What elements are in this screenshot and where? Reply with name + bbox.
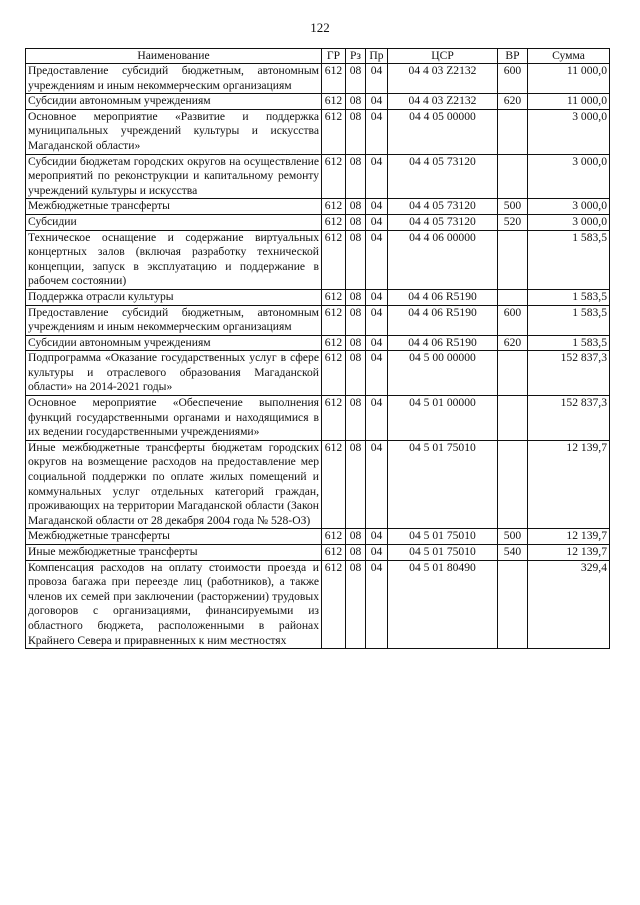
header-rz: Рз (346, 49, 366, 64)
header-gr: ГР (322, 49, 346, 64)
cell-sum: 11 000,0 (528, 64, 610, 94)
table-row (26, 305, 610, 335)
cell-vr: 620 (498, 335, 528, 351)
cell-vr: 600 (498, 305, 528, 335)
cell-pr: 04 (366, 289, 388, 305)
cell-csr: 04 4 03 Z2132 (388, 64, 498, 94)
cell-vr: 540 (498, 545, 528, 561)
table-row (26, 214, 610, 230)
table-row (26, 94, 610, 110)
cell-rz: 08 (346, 154, 366, 199)
cell-rz: 08 (346, 396, 366, 441)
page-number: 122 (310, 20, 330, 35)
cell-gr: 612 (322, 199, 346, 215)
cell-sum: 152 837,3 (528, 396, 610, 441)
cell-vr: 600 (498, 64, 528, 94)
cell-pr: 04 (366, 199, 388, 215)
cell-gr: 612 (322, 64, 346, 94)
cell-csr: 04 5 01 80490 (388, 560, 498, 649)
cell-vr: 520 (498, 214, 528, 230)
cell-csr: 04 5 00 00000 (388, 351, 498, 396)
cell-vr (498, 109, 528, 154)
cell-csr: 04 4 06 R5190 (388, 335, 498, 351)
cell-gr: 612 (322, 440, 346, 529)
cell-vr (498, 560, 528, 649)
table-row (26, 109, 610, 154)
cell-vr (498, 230, 528, 289)
table-row (26, 199, 610, 215)
cell-csr: 04 4 05 00000 (388, 109, 498, 154)
cell-pr: 04 (366, 94, 388, 110)
table-row (26, 289, 610, 305)
cell-pr: 04 (366, 529, 388, 545)
cell-csr: 04 4 06 00000 (388, 230, 498, 289)
table-row (26, 154, 610, 199)
cell-name: Субсидии автономным учреждениям (26, 335, 322, 351)
cell-csr: 04 5 01 75010 (388, 529, 498, 545)
cell-csr: 04 5 01 75010 (388, 440, 498, 529)
cell-pr: 04 (366, 64, 388, 94)
cell-rz: 08 (346, 335, 366, 351)
cell-vr: 500 (498, 199, 528, 215)
cell-sum: 11 000,0 (528, 94, 610, 110)
header-pr: Пр (366, 49, 388, 64)
table-row (26, 440, 610, 529)
cell-gr: 612 (322, 109, 346, 154)
cell-rz: 08 (346, 199, 366, 215)
cell-name: Субсидии (26, 214, 322, 230)
cell-vr (498, 154, 528, 199)
cell-pr: 04 (366, 154, 388, 199)
header-vr: ВР (498, 49, 528, 64)
cell-name: Поддержка отрасли культуры (26, 289, 322, 305)
cell-pr: 04 (366, 335, 388, 351)
cell-sum: 1 583,5 (528, 289, 610, 305)
cell-gr: 612 (322, 560, 346, 649)
cell-name: Межбюджетные трансферты (26, 199, 322, 215)
cell-sum: 1 583,5 (528, 305, 610, 335)
cell-rz: 08 (346, 545, 366, 561)
cell-rz: 08 (346, 289, 366, 305)
cell-pr: 04 (366, 396, 388, 441)
cell-csr: 04 4 06 R5190 (388, 305, 498, 335)
table-row (26, 351, 610, 396)
cell-name: Подпрограмма «Оказание государственных услуг в сфере культуры и отраслевого образования Магаданской области» на 2014-2021 годы» (26, 351, 322, 396)
table-row (26, 529, 610, 545)
cell-name: Основное мероприятие «Обеспечение выполнения функций государственными органами и находящимися в их ведении государственными учреждениями» (26, 396, 322, 441)
cell-rz: 08 (346, 109, 366, 154)
cell-gr: 612 (322, 545, 346, 561)
cell-sum: 3 000,0 (528, 199, 610, 215)
cell-gr: 612 (322, 154, 346, 199)
cell-name: Субсидии автономным учреждениям (26, 94, 322, 110)
cell-name: Компенсация расходов на оплату стоимости проезда и провоза багажа при переезде лиц (работников), а также членов их семей при заключении (расторжении) трудовых договоров с организациями, финансируемыми из областного бюджета, расположенными в районах Крайнего Севера и приравненных к ним местностях (26, 560, 322, 649)
cell-pr: 04 (366, 230, 388, 289)
cell-name: Субсидии бюджетам городских округов на осуществление мероприятий по реконструкции и капитальному ремонту учреждений культуры и искусства (26, 154, 322, 199)
table-header-row (26, 49, 610, 64)
header-csr: ЦСР (388, 49, 498, 64)
cell-pr: 04 (366, 545, 388, 561)
cell-name: Межбюджетные трансферты (26, 529, 322, 545)
cell-name: Иные межбюджетные трансферты (26, 545, 322, 561)
cell-name: Техническое оснащение и содержание виртуальных концертных залов (включая разработку технической концепции, запуск в эксплуатацию и поддержание в рабочем состоянии) (26, 230, 322, 289)
table-row (26, 560, 610, 649)
cell-sum: 3 000,0 (528, 214, 610, 230)
cell-gr: 612 (322, 335, 346, 351)
cell-sum: 12 139,7 (528, 545, 610, 561)
cell-csr: 04 5 01 75010 (388, 545, 498, 561)
cell-rz: 08 (346, 305, 366, 335)
table-row (26, 335, 610, 351)
cell-pr: 04 (366, 560, 388, 649)
cell-gr: 612 (322, 529, 346, 545)
cell-vr (498, 440, 528, 529)
cell-pr: 04 (366, 351, 388, 396)
cell-gr: 612 (322, 305, 346, 335)
table-row (26, 64, 610, 94)
cell-vr (498, 289, 528, 305)
cell-sum: 3 000,0 (528, 109, 610, 154)
cell-csr: 04 4 05 73120 (388, 214, 498, 230)
header-name: Наименование (26, 49, 322, 64)
cell-csr: 04 4 05 73120 (388, 154, 498, 199)
table-row (26, 230, 610, 289)
cell-name: Основное мероприятие «Развитие и поддержка муниципальных учреждений культуры и искусства Магаданской области» (26, 109, 322, 154)
cell-rz: 08 (346, 214, 366, 230)
cell-gr: 612 (322, 396, 346, 441)
cell-csr: 04 5 01 00000 (388, 396, 498, 441)
cell-rz: 08 (346, 351, 366, 396)
cell-csr: 04 4 06 R5190 (388, 289, 498, 305)
cell-csr: 04 4 05 73120 (388, 199, 498, 215)
cell-rz: 08 (346, 560, 366, 649)
cell-gr: 612 (322, 289, 346, 305)
table-row (26, 545, 610, 561)
cell-name: Предоставление субсидий бюджетным, автономным учреждениям и иным некоммерческим организациям (26, 305, 322, 335)
cell-rz: 08 (346, 230, 366, 289)
cell-rz: 08 (346, 64, 366, 94)
cell-gr: 612 (322, 230, 346, 289)
cell-vr (498, 396, 528, 441)
cell-sum: 1 583,5 (528, 335, 610, 351)
cell-gr: 612 (322, 351, 346, 396)
cell-pr: 04 (366, 109, 388, 154)
budget-table (25, 48, 610, 649)
cell-rz: 08 (346, 529, 366, 545)
cell-sum: 3 000,0 (528, 154, 610, 199)
cell-sum: 12 139,7 (528, 440, 610, 529)
cell-rz: 08 (346, 440, 366, 529)
cell-pr: 04 (366, 214, 388, 230)
cell-sum: 329,4 (528, 560, 610, 649)
cell-pr: 04 (366, 305, 388, 335)
cell-pr: 04 (366, 440, 388, 529)
cell-vr: 620 (498, 94, 528, 110)
cell-sum: 12 139,7 (528, 529, 610, 545)
cell-sum: 1 583,5 (528, 230, 610, 289)
cell-name: Иные межбюджетные трансферты бюджетам городских округов на возмещение расходов на предоставление мер социальной поддержки по оплате жилых помещений и коммунальных услуг отдельных категорий граждан, проживающих на территории Магаданской области (Закон Магаданской области от 28 декабря 2004 года № 528-ОЗ) (26, 440, 322, 529)
cell-gr: 612 (322, 214, 346, 230)
cell-vr: 500 (498, 529, 528, 545)
cell-vr (498, 351, 528, 396)
cell-gr: 612 (322, 94, 346, 110)
cell-name: Предоставление субсидий бюджетным, автономным учреждениям и иным некоммерческим организациям (26, 64, 322, 94)
cell-sum: 152 837,3 (528, 351, 610, 396)
header-sum: Сумма (528, 49, 610, 64)
table-row (26, 396, 610, 441)
cell-rz: 08 (346, 94, 366, 110)
cell-csr: 04 4 03 Z2132 (388, 94, 498, 110)
